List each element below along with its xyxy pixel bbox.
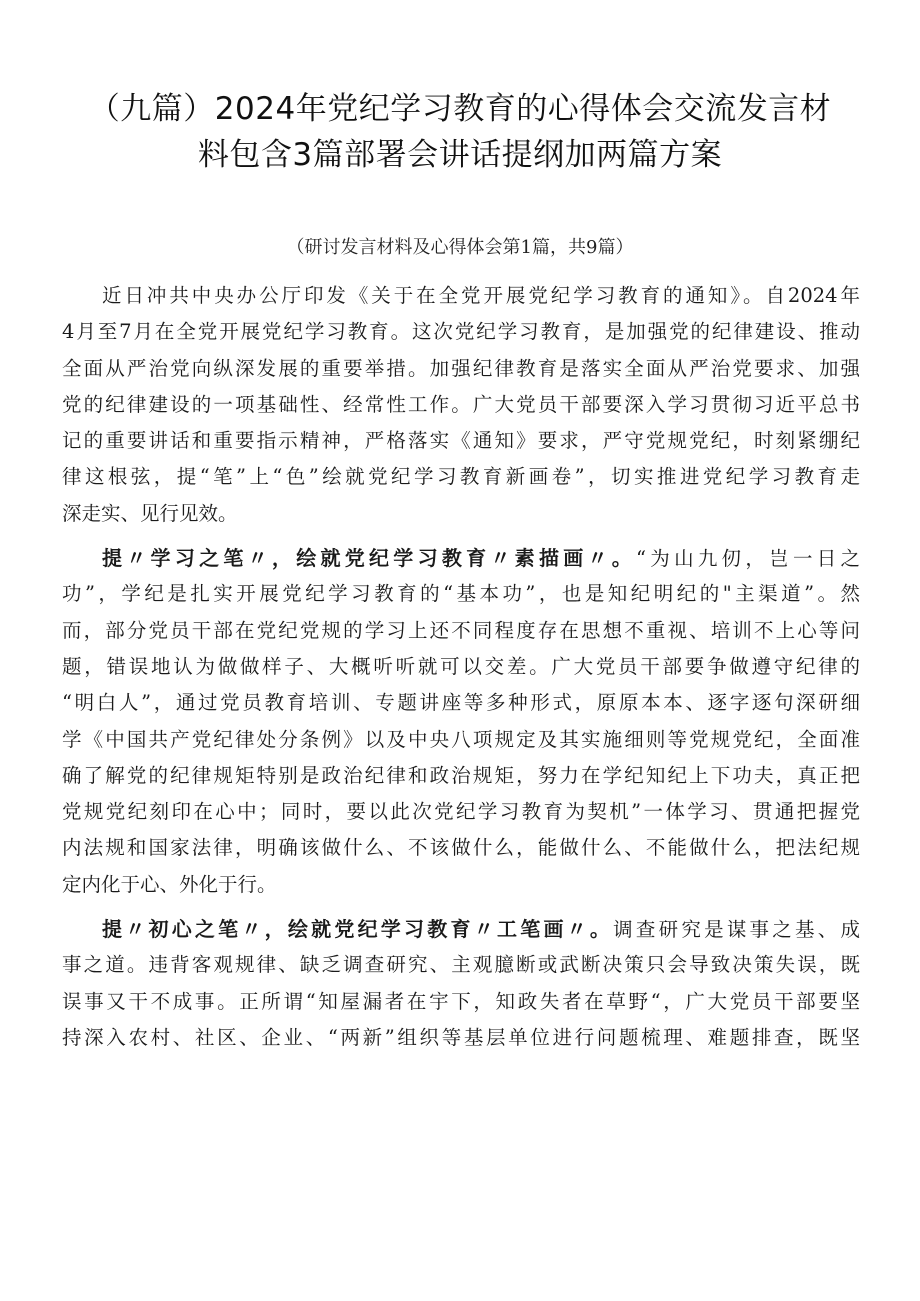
paragraph-line: 误事又干不成事。正所谓“知屋漏者在宇下，知政失者在草野“，广大党员干部要坚 bbox=[62, 989, 860, 1013]
paragraph-line: 事之道。违背客观规律、缺乏调查研究、主观臆断或武断决策只会导致决策失误，既 bbox=[62, 953, 860, 977]
paragraph-line: 确了解党的纪律规矩特别是政治纪律和政治规矩，努力在学纪知纪上下功夫，真正把 bbox=[62, 763, 860, 787]
paragraph bbox=[62, 278, 860, 532]
paragraph-line: 近日冲共中央办公厅印发《关于在全党开展党纪学习教育的通知》。自2024年 bbox=[102, 284, 860, 307]
section-heading: 提〃初心之笔〃，绘就党纪学习教育〃工笔画〃。 bbox=[102, 917, 614, 942]
paragraph-line-text: “为山九仞，岂一日之 bbox=[636, 547, 860, 571]
section-heading: 提〃学习之笔〃，绘就党纪学习教育〃素描画〃。 bbox=[102, 546, 637, 571]
title-line: 料包含3篇部署会讲话提纲加两篇方案 bbox=[197, 137, 723, 173]
paragraph-line: 深走实、见行见效。 bbox=[62, 501, 238, 525]
document-body bbox=[62, 278, 860, 1064]
paragraph-first-line bbox=[62, 540, 860, 576]
paragraph-line: 内法规和国家法律，明确该做什么、不该做什么，能做什么、不能做什么，把法纪规 bbox=[62, 836, 860, 860]
title-line: （九篇）2024年党纪学习教育的心得体会交流发言材 bbox=[88, 91, 832, 127]
paragraph-line: 记的重要讲话和重要指示精神，严格落实《通知》要求，严守党规党纪，时刻紧绷纪 bbox=[62, 429, 860, 453]
paragraph-line: 而，部分党员干部在党纪党规的学习上还不同程度存在思想不重视、培训不上心等问 bbox=[62, 618, 860, 642]
paragraph-line: 全面从严治党向纵深发展的重要举措。加强纪律教育是落实全面从严治党要求、加强 bbox=[62, 356, 860, 380]
paragraph-line: 持深入农村、社区、企业、“两新”组织等基层单位进行问题梳理、难题排查，既坚 bbox=[62, 1025, 860, 1049]
paragraph-first-line bbox=[62, 911, 860, 947]
paragraph-line: 律这根弦，提“笔”上“色”绘就党纪学习教育新画卷”，切实推进党纪学习教育走 bbox=[62, 465, 860, 489]
paragraph-line: 题，错误地认为做做样子、大概听听就可以交差。广大党员干部要争做遵守纪律的 bbox=[62, 654, 860, 678]
paragraph-line: 党的纪律建设的一项基础性、经常性工作。广大党员干部要深入学习贯彻习近平总书 bbox=[62, 392, 860, 416]
paragraph-line: “明白人”，通过党员教育培训、专题讲座等多种形式，原原本本、逐字逐句深研细 bbox=[62, 691, 860, 715]
paragraph bbox=[62, 911, 860, 1056]
paragraph-line: 学《中国共产党纪律处分条例》以及中央八项规定及其实施细则等党规党纪，全面准 bbox=[62, 727, 860, 751]
paragraph-line: 定内化于心、外化于行。 bbox=[62, 872, 277, 896]
document-subtitle: （研讨发言材料及心得体会第1篇，共9篇） bbox=[286, 237, 634, 258]
paragraph-line-text: 调查研究是谋事之基、成 bbox=[613, 918, 860, 942]
paragraph bbox=[62, 540, 860, 903]
document-title bbox=[60, 86, 860, 178]
paragraph-line: 党规党纪刻印在心中；同时，要以此次党纪学习教育为契机”一体学习、贯通把握党 bbox=[62, 800, 860, 824]
paragraph-line: 4月至7月在全党开展党纪学习教育。这次党纪学习教育，是加强党的纪律建设、推动 bbox=[62, 320, 860, 344]
paragraph-line: 功”，学纪是扎实开展党纪学习教育的“基本功”，也是知纪明纪的"主渠道”。然 bbox=[62, 582, 860, 606]
